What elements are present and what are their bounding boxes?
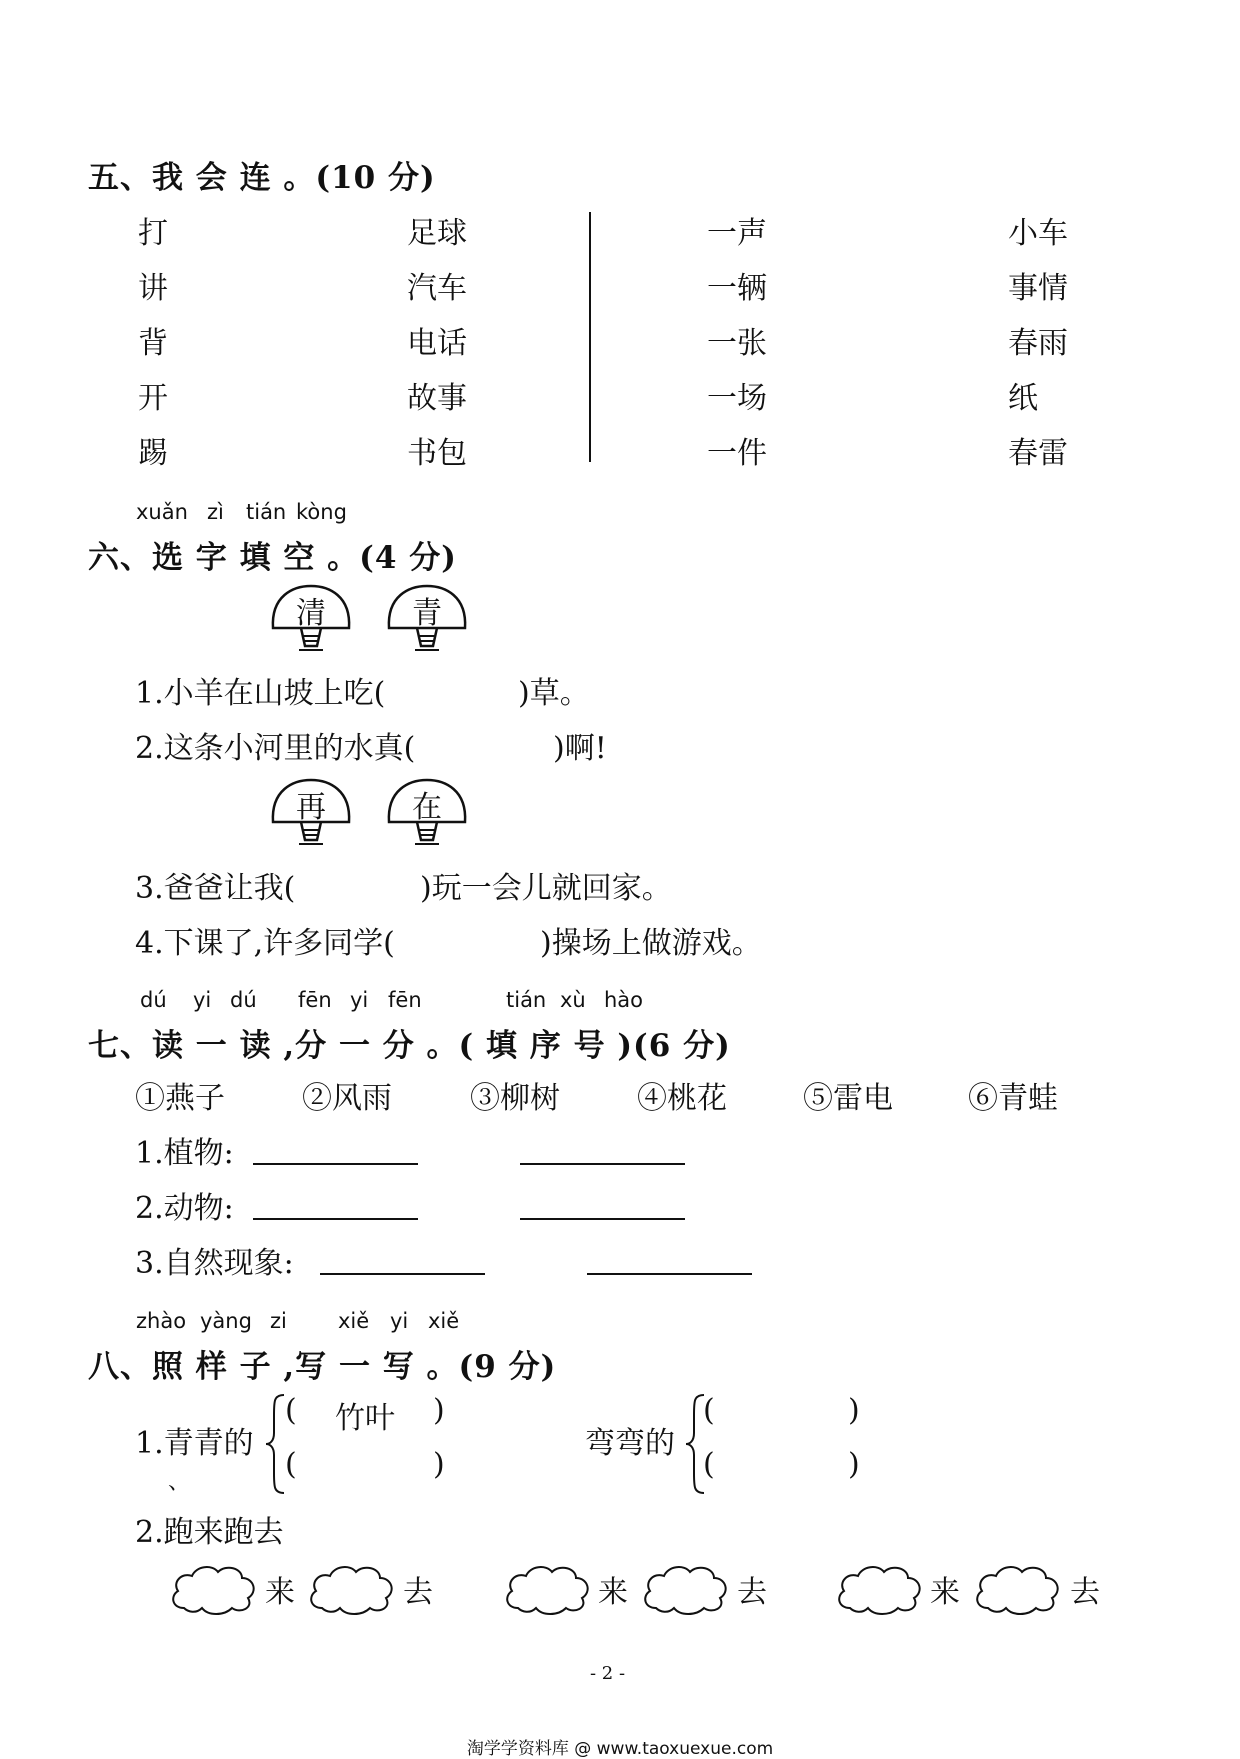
cloud-blank-icon[interactable] [306, 1562, 396, 1618]
match-item: 开 [138, 381, 168, 416]
pinyin: xuǎn [136, 500, 188, 524]
section-8-title: 八、照 样 子 ,写 一 写 。(9 分) [88, 1349, 557, 1385]
pinyin: tián [246, 500, 287, 524]
paren-open: ( [285, 1393, 297, 1428]
paren-close: ) [433, 1447, 445, 1482]
mushroom-char: 清 [296, 596, 326, 631]
pinyin: xù [560, 988, 586, 1012]
paren-open: ( [285, 1447, 297, 1482]
brace-icon [264, 1393, 286, 1495]
mushroom-choice [384, 584, 470, 654]
page-number: - 2 - [590, 1663, 626, 1684]
question-text: )操场上做游戏。 [540, 926, 762, 961]
pinyin: yi [350, 988, 369, 1012]
section-6-title: 六、选 字 填 空 。(4 分) [88, 540, 457, 576]
question-text: 2.动物: [135, 1191, 234, 1226]
option-item: ①燕子 [135, 1081, 225, 1116]
answer-blank[interactable] [253, 1218, 418, 1220]
pinyin: xiě [428, 1309, 460, 1333]
paren-open: ( [703, 1447, 715, 1482]
question-text: 3.自然现象: [135, 1246, 294, 1281]
answer-blank[interactable] [520, 1163, 685, 1165]
question-text: 4.下课了,许多同学( [135, 926, 395, 961]
answer-blank[interactable] [320, 1273, 485, 1275]
match-item: 故事 [407, 381, 467, 416]
pinyin: yàng [200, 1309, 252, 1333]
question-text: 1.小羊在山坡上吃( [135, 676, 386, 711]
match-item: 事情 [1008, 271, 1068, 306]
pinyin: dú [230, 988, 257, 1012]
pinyin: yi [193, 988, 212, 1012]
punctuation-mark: 、 [168, 1470, 191, 1495]
option-item: ②风雨 [302, 1081, 392, 1116]
question-text: )草。 [518, 676, 590, 711]
question-text: 1.植物: [135, 1136, 234, 1171]
example-answer: 竹叶 [335, 1401, 395, 1436]
paren-close: ) [848, 1447, 860, 1482]
match-item: 踢 [138, 436, 168, 471]
question-text: )玩一会儿就回家。 [420, 871, 672, 906]
pinyin: zhào [136, 1309, 187, 1333]
connector-char: 去 [737, 1575, 767, 1610]
cloud-blank-icon[interactable] [972, 1562, 1062, 1618]
connector-char: 来 [930, 1575, 960, 1610]
paren-close: ) [433, 1393, 445, 1428]
match-item: 春雨 [1008, 326, 1068, 361]
pinyin: yi [390, 1309, 409, 1333]
match-item: 一件 [707, 436, 767, 471]
pinyin: hào [604, 988, 644, 1012]
cloud-blank-icon[interactable] [168, 1562, 258, 1618]
answer-blank[interactable] [587, 1273, 752, 1275]
cloud-blank-icon[interactable] [640, 1562, 730, 1618]
match-item: 背 [138, 326, 168, 361]
connector-char: 去 [403, 1575, 433, 1610]
mushroom-choice [268, 778, 354, 848]
pinyin: zì [207, 500, 224, 524]
match-item: 打 [138, 216, 168, 251]
pinyin: tián [506, 988, 547, 1012]
footer-watermark: 淘学学资料库 @ www.taoxuexue.com [466, 1739, 774, 1759]
pinyin: xiě [338, 1309, 370, 1333]
match-item: 纸 [1008, 381, 1038, 416]
mushroom-char: 青 [412, 596, 442, 631]
paren-close: ) [848, 1393, 860, 1428]
paren-open: ( [703, 1393, 715, 1428]
mushroom-char: 在 [412, 790, 442, 825]
connector-char: 来 [265, 1575, 295, 1610]
mushroom-choice [384, 778, 470, 848]
match-item: 汽车 [407, 271, 467, 306]
mushroom-choice [268, 584, 354, 654]
cloud-blank-icon[interactable] [834, 1562, 924, 1618]
answer-blank[interactable] [520, 1218, 685, 1220]
connector-char: 来 [598, 1575, 628, 1610]
option-item: ⑤雷电 [803, 1081, 893, 1116]
option-item: ④桃花 [637, 1081, 727, 1116]
cloud-blank-icon[interactable] [502, 1562, 592, 1618]
match-item: 讲 [138, 271, 168, 306]
match-item: 电话 [407, 326, 467, 361]
question-text: )啊! [553, 731, 607, 766]
question-text: 2.这条小河里的水真( [135, 731, 416, 766]
pinyin: fēn [298, 988, 332, 1012]
answer-blank[interactable] [253, 1163, 418, 1165]
pinyin: dú [140, 988, 167, 1012]
question-text: 2.跑来跑去 [135, 1515, 284, 1550]
column-divider [589, 212, 591, 462]
match-item: 小车 [1008, 216, 1068, 251]
section-5-title: 五、我 会 连 。(10 分) [88, 160, 436, 196]
connector-char: 去 [1070, 1575, 1100, 1610]
match-item: 书包 [407, 436, 467, 471]
match-item: 一张 [707, 326, 767, 361]
match-item: 春雷 [1008, 436, 1068, 471]
question-text: 3.爸爸让我( [135, 871, 296, 906]
option-item: ③柳树 [470, 1081, 560, 1116]
pinyin: fēn [388, 988, 422, 1012]
match-item: 一声 [707, 216, 767, 251]
match-item: 一场 [707, 381, 767, 416]
match-item: 足球 [407, 216, 467, 251]
question-text: 弯弯的 [585, 1426, 675, 1461]
match-item: 一辆 [707, 271, 767, 306]
section-7-title: 七、读 一 读 ,分 一 分 。( 填 序 号 )(6 分) [88, 1028, 731, 1064]
option-item: ⑥青蛙 [968, 1081, 1058, 1116]
pinyin: zi [270, 1309, 287, 1333]
mushroom-char: 再 [296, 790, 326, 825]
pinyin: kòng [296, 500, 347, 524]
question-text: 1.青青的 [135, 1426, 254, 1461]
